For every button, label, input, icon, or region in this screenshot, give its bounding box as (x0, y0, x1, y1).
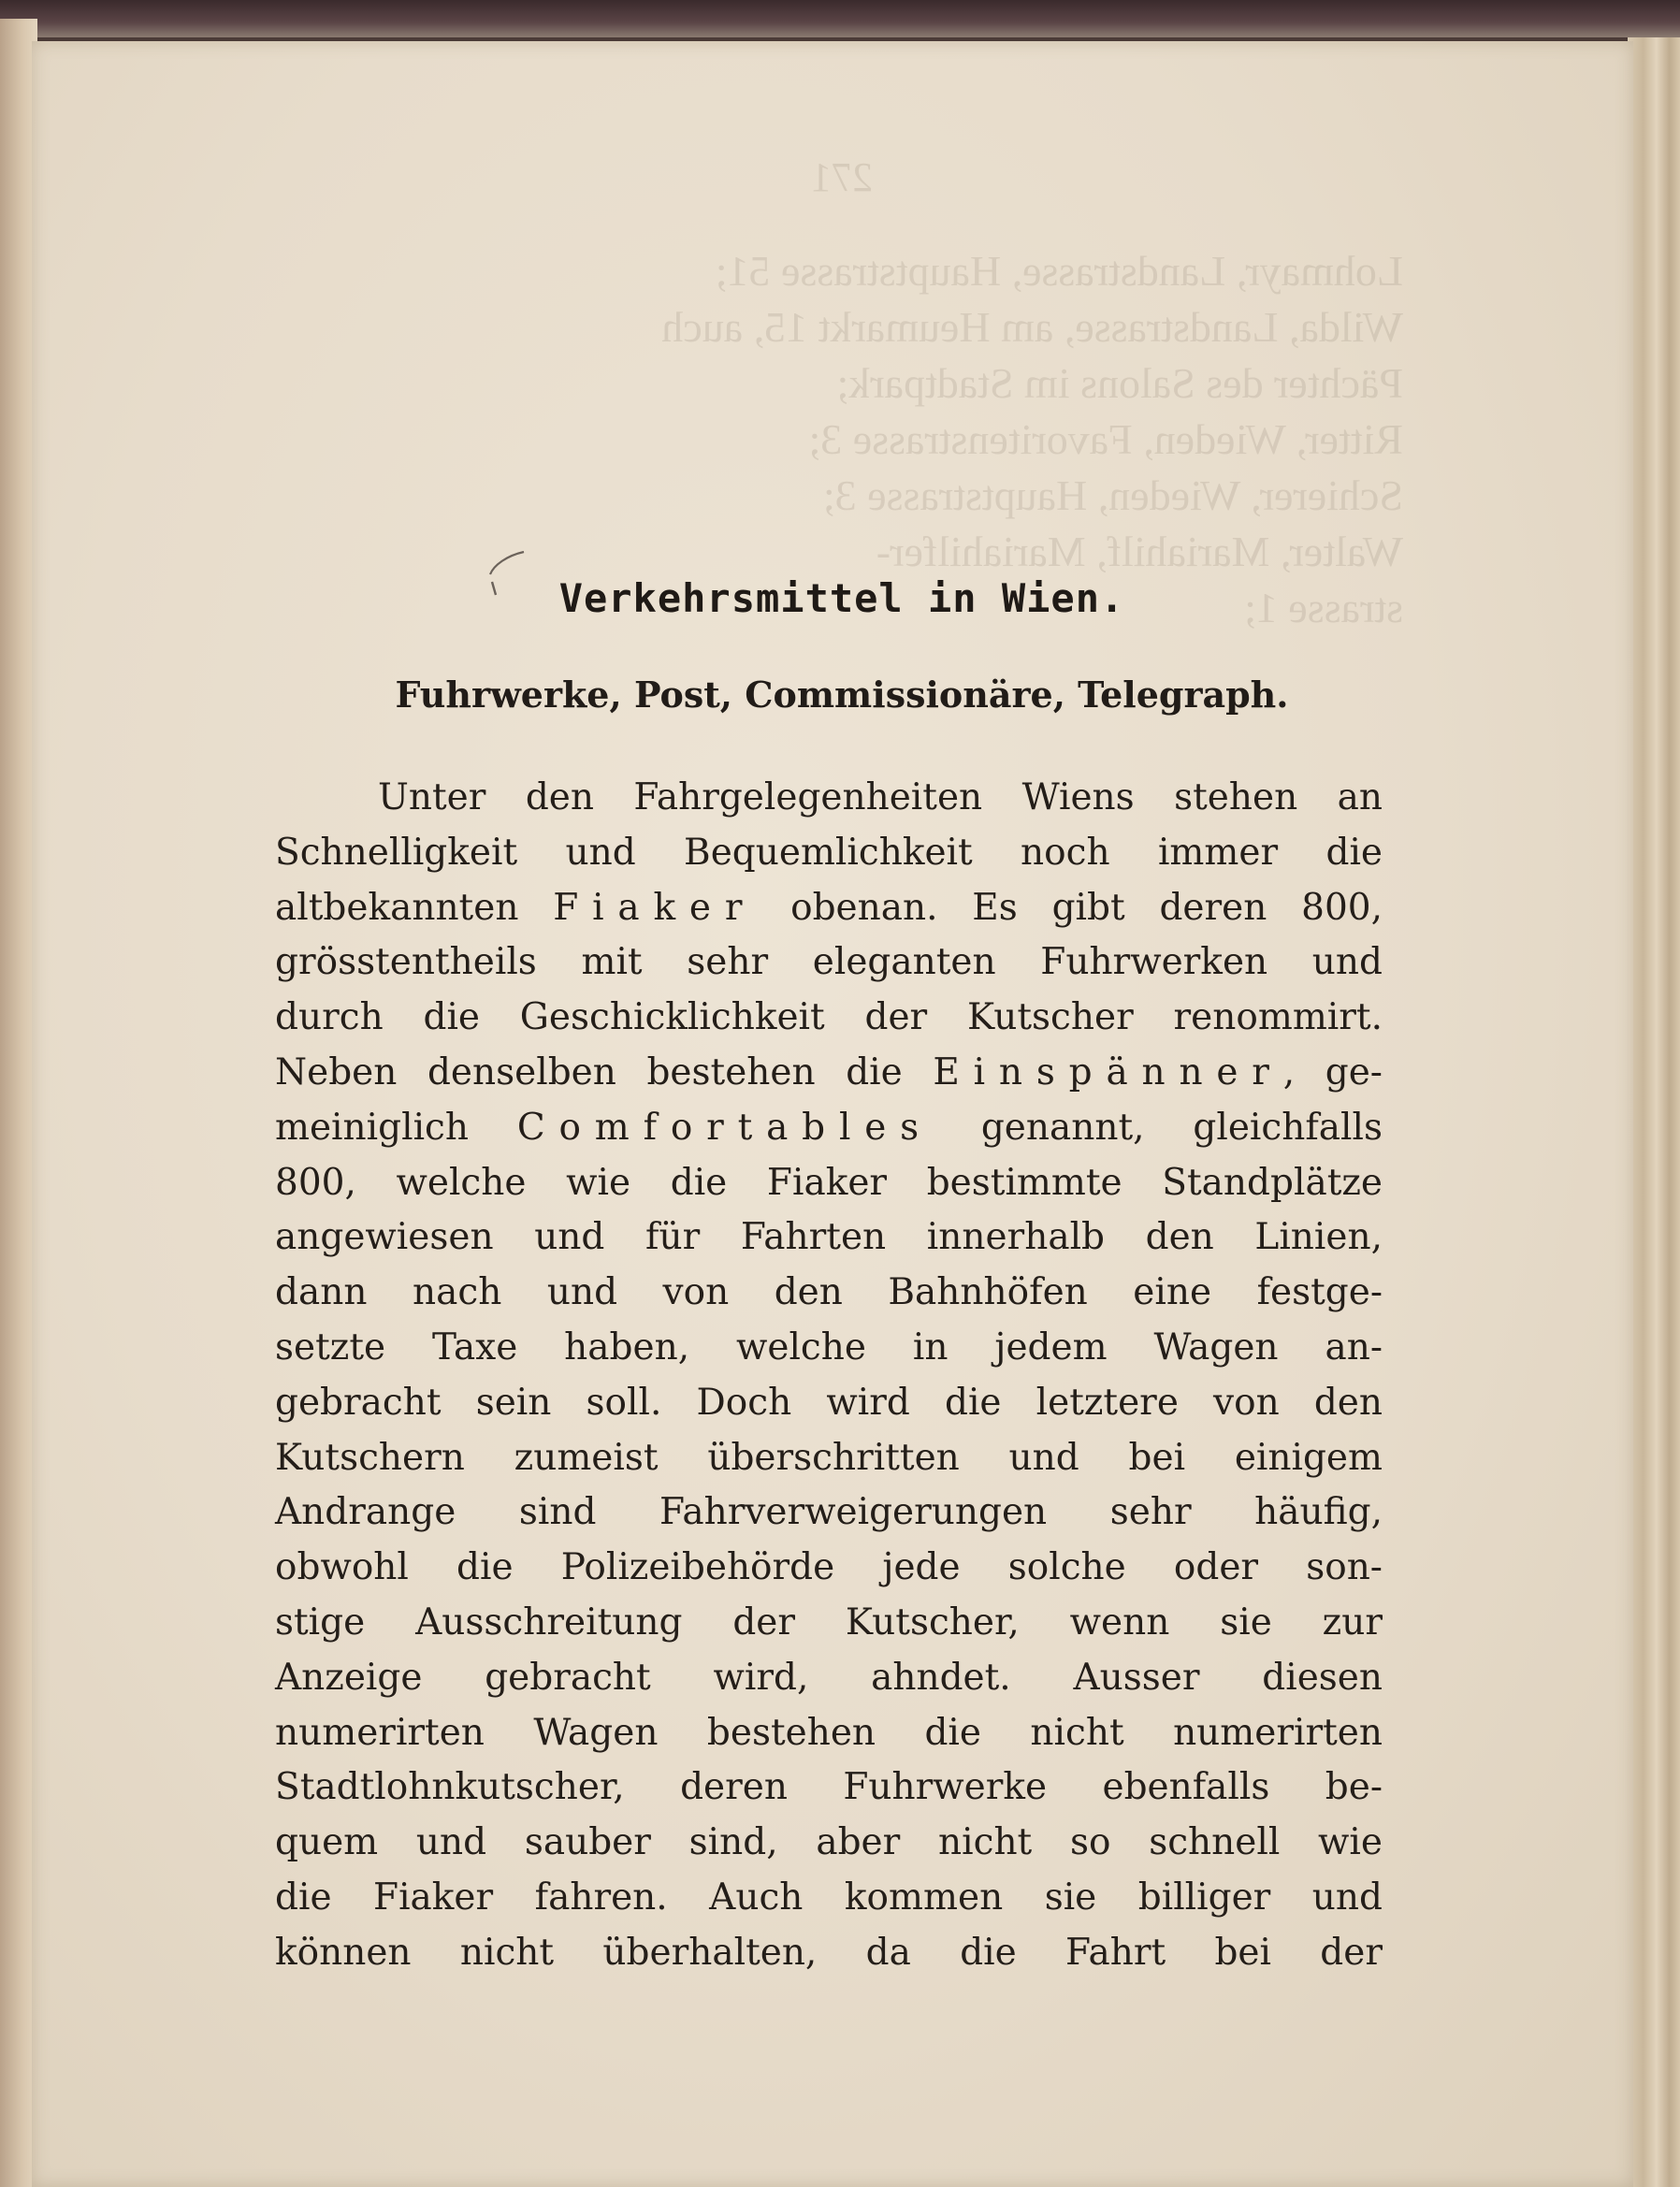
text-segment: genannt, gleichfalls (933, 1106, 1383, 1149)
text-segment: , ge- (1282, 1050, 1383, 1094)
text-line (275, 935, 1383, 991)
text-line (275, 991, 1383, 1046)
text-segment: stige Ausschreitung der Kutscher, wenn sie zur (275, 1600, 1383, 1644)
text-segment: Stadtlohnkutscher, deren Fuhrwerke ebenfalls be- (275, 1766, 1383, 1809)
text-segment: setzte Taxe haben, welche in jedem Wagen an- (275, 1325, 1383, 1369)
text-line (275, 1376, 1383, 1431)
body-text (275, 771, 1383, 1981)
emphasized-word: Einspänner (933, 1050, 1283, 1094)
bleed-line: Pächter des Salons im Stadtpark; (836, 359, 1403, 407)
bleed-line: Lohmayr, Landstrasse, Hauptstrasse 51; (715, 247, 1403, 295)
text-line (275, 1156, 1383, 1211)
text-segment: obenan. Es gibt deren 800, (756, 886, 1383, 929)
emphasized-word: Fiaker (553, 886, 757, 929)
text-segment: durch die Geschicklichkeit der Kutscher renommirt. (275, 996, 1383, 1039)
text-segment: meiniglich (275, 1106, 517, 1149)
text-line (275, 1321, 1383, 1376)
text-line (275, 771, 1383, 826)
text-line (275, 1431, 1383, 1486)
text-segment: können nicht überhalten, da die Fahrt bei der (275, 1931, 1383, 1974)
text-segment: Kutschern zumeist überschritten und bei einigem (275, 1436, 1383, 1479)
page-heading: Verkehrsmittel in Wien. (558, 575, 1125, 621)
page-subheading: Fuhrwerke, Post, Commissionäre, Telegraph. (395, 673, 1289, 716)
text-line (275, 1871, 1383, 1926)
text-segment: Unter den Fahrgelegenheiten Wiens stehen an (378, 776, 1383, 818)
bleed-line: Schierer, Wieden, Hauptstrasse 3; (822, 471, 1403, 519)
book-binding-top (0, 0, 1680, 37)
text-line (275, 881, 1383, 936)
text-line (275, 1651, 1383, 1706)
text-segment: numerirten Wagen bestehen die nicht numerirten (275, 1711, 1383, 1754)
text-segment: die Fiaker fahren. Auch kommen sie billiger und (275, 1876, 1383, 1919)
text-line (275, 1596, 1383, 1651)
text-segment: Neben denselben bestehen die (275, 1050, 934, 1094)
page-stack-edge (1628, 37, 1680, 2187)
text-line (275, 1706, 1383, 1761)
text-segment: grösstentheils mit sehr eleganten Fuhrwerken und (275, 941, 1383, 984)
text-line (275, 826, 1383, 881)
text-line (275, 1266, 1383, 1321)
text-line (275, 1046, 1383, 1101)
bleed-page-number: 271 (811, 154, 873, 200)
emphasized-word: Comfortables (516, 1106, 933, 1149)
text-segment: Anzeige gebracht wird, ahndet. Ausser diesen (275, 1656, 1383, 1699)
bleed-line: strasse 1; (1244, 584, 1403, 631)
text-line (275, 1485, 1383, 1541)
text-segment: Schnelligkeit und Bequemlichkeit noch immer die (275, 831, 1383, 874)
text-segment: gebracht sein soll. Doch wird die letztere von den (275, 1381, 1383, 1424)
text-segment: angewiesen und für Fahrten innerhalb den Linien, (275, 1216, 1383, 1259)
text-line (275, 1816, 1383, 1871)
text-line (275, 1541, 1383, 1596)
bleed-line: Ritter, Wieden, Favoritenstrasse 3; (808, 415, 1403, 463)
text-line (275, 1760, 1383, 1816)
text-segment: 800, welche wie die Fiaker bestimmte Standplätze (275, 1161, 1383, 1204)
text-line (275, 1926, 1383, 1981)
text-line (275, 1210, 1383, 1266)
bleed-line: Walter, Mariahilf, Mariahilfer- (876, 528, 1403, 575)
text-segment: obwohl die Polizeibehörde jede solche oder son- (275, 1546, 1383, 1589)
text-segment: dann nach und von den Bahnhöfen eine festge- (275, 1271, 1383, 1314)
text-segment: Andrange sind Fahrverweigerungen sehr häufig, (275, 1491, 1383, 1534)
text-line (275, 1101, 1383, 1156)
text-segment: altbekannten (275, 886, 554, 929)
text-segment: quem und sauber sind, aber nicht so schnell wie (275, 1821, 1383, 1864)
bleed-line: Wilda, Landstrasse, am Heumarkt 15, auch (661, 303, 1403, 351)
